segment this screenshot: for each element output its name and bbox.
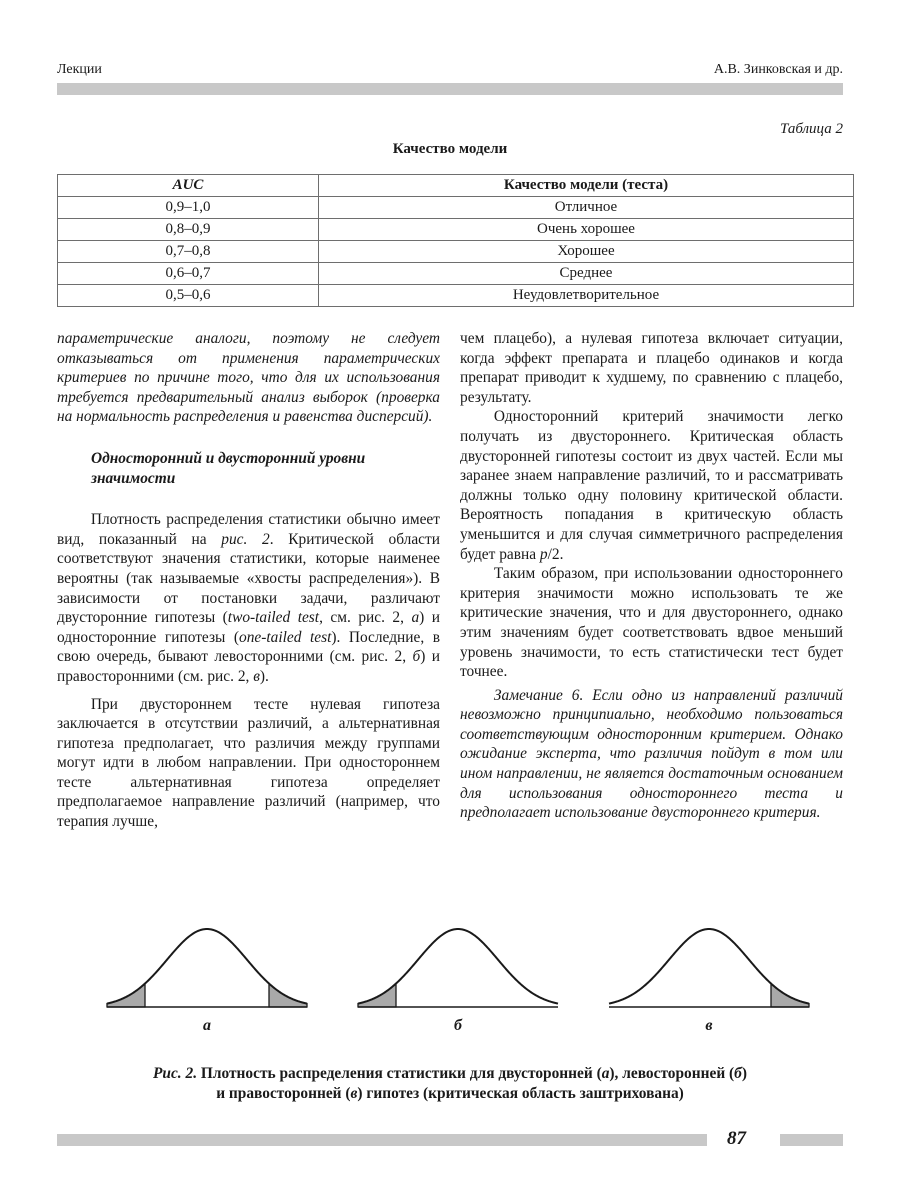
table-row	[58, 263, 854, 285]
caption-text: ) гипотез (критическая область заштрихована)	[357, 1085, 684, 1102]
figure-caption	[60, 1064, 840, 1104]
caption-lead: Рис. 2.	[153, 1065, 198, 1082]
table-header-row	[58, 175, 854, 197]
term-en: two-tailed test	[227, 609, 320, 627]
footer-rule-left	[57, 1134, 707, 1146]
caption-text: и правосторонней (	[216, 1085, 351, 1102]
text-run: ). Последние, в свою очередь, бывают левосторонними (см. рис. 2,	[57, 628, 440, 666]
table-cell-auc: 0,5–0,6	[58, 285, 319, 307]
table-header-quality: Качество модели (теста)	[319, 175, 854, 197]
caption-line-1	[60, 1064, 840, 1084]
caption-text: )	[741, 1065, 747, 1082]
table-cell-auc: 0,9–1,0	[58, 197, 319, 219]
caption-panel-ref: в	[350, 1085, 358, 1102]
text-run: /2.	[547, 545, 564, 563]
panel-ref: б	[412, 648, 421, 666]
caption-panel-ref: а	[601, 1065, 610, 1082]
panel-label-c: в	[705, 1017, 713, 1034]
paragraph-density	[57, 510, 440, 686]
paragraph-one-sided	[460, 407, 843, 564]
density-panel-3	[609, 929, 809, 1007]
caption-text: Плотность распределения статистики для двусторонней (	[197, 1065, 602, 1082]
text-run: . Критической области соответствуют значения статистики, которые наименее вероятны (так называемые «хвосты распределения»). В зависимости от постановки задачи, различают двусторонние гипотезы (	[57, 530, 440, 627]
text-run: ) и односторонние гипотезы (	[57, 609, 441, 646]
table-row	[58, 197, 854, 219]
section-heading: Односторонний и двусторонний уровни значимости	[91, 449, 366, 487]
table-cell-auc: 0,7–0,8	[58, 241, 319, 263]
paragraph-conclusion: Таким образом, при использовании одностороннего критерия значимости можно использовать те же критические значения, что и для двустороннего, однако этим значениям будет соответствовать вдвое меньший уровень значимости, то есть статистически тест будет точнее.	[460, 565, 843, 681]
header-rule	[57, 83, 843, 95]
shaded-left-tail	[358, 984, 396, 1007]
text-run: Плотность распределения статистики обычно имеет вид, показанный на	[57, 511, 440, 548]
auc-quality-table	[57, 174, 854, 307]
panel-label-b: б	[454, 1017, 462, 1034]
density-panel-1	[107, 929, 307, 1007]
caption-panel-ref: б	[734, 1065, 742, 1082]
table-header-auc: AUC	[58, 175, 319, 197]
table-cell-quality: Очень хорошее	[319, 219, 854, 241]
table-row	[58, 219, 854, 241]
panel-label-a: а	[203, 1017, 211, 1034]
note-paragraph: Замечание 6. Если одно из направлений различий невозможно принципиально, необходимо пользоваться соответствующим односторонним критерием. Однако ожидание эксперта, что различия пойдут в том или ином направлении, не является достаточным основанием для использования одностороннего теста и предполагает использование двустороннего критерия.	[460, 686, 843, 822]
symbol-p: p	[539, 545, 548, 563]
table-row	[58, 285, 854, 307]
table-cell-quality: Отличное	[319, 197, 854, 219]
table-cell-quality: Хорошее	[319, 241, 854, 263]
caption-line-2	[60, 1084, 840, 1104]
running-header-right: А.В. Зинковская и др.	[713, 62, 843, 77]
right-column	[460, 329, 843, 823]
table-cell-quality: Среднее	[319, 263, 854, 285]
paragraph-continuation: чем плацебо), а нулевая гипотеза включает ситуации, когда эффект препарата и плацебо одинаков и когда препарат приводит к худшему, по сравнению с плацебо, результату.	[460, 330, 843, 406]
intro-paragraph: параметрические аналоги, поэтому не следует отказываться от применения параметрических критериев по причине того, что для их использования требуется предварительный анализ выборок (проверка на нормальность распределения и равенства дисперсий).	[57, 330, 440, 426]
footer-rule-right	[780, 1134, 843, 1146]
paragraph-two-sided: При двустороннем тесте нулевая гипотеза заключается в отсутствии различий, а альтернативная гипотеза предполагает, что различия между группами могут идти в любом направлении. При одностороннем тесте альтернативная гипотеза определяет предполагаемое направление различий (например, что терапия лучше,	[57, 695, 440, 831]
table-row	[58, 241, 854, 263]
shaded-right-tail	[771, 984, 809, 1007]
text-run: Односторонний критерий значимости легко получать из двустороннего. Критическая область двусторонней гипотезы состоит из двух частей. Если мы заранее знаем направление различий, то и рассматривать должны только одну половину критической области. Вероятность попадания в критическую область уменьшится и для случая симметричного распределения будет равна	[460, 408, 843, 563]
panel-ref: а	[411, 609, 420, 627]
shaded-left-tail	[107, 984, 145, 1007]
page-number: 87	[727, 1128, 746, 1149]
term-en: one-tailed test	[239, 628, 332, 646]
figure-reference: рис. 2	[221, 530, 270, 548]
text-run: ).	[259, 667, 269, 685]
table-cell-auc: 0,8–0,9	[58, 219, 319, 241]
density-figure	[95, 915, 815, 1020]
shaded-right-tail	[269, 984, 307, 1007]
caption-text: ), левосторонней (	[609, 1065, 735, 1082]
panel-ref: в	[253, 667, 260, 685]
table-cell-quality: Неудовлетворительное	[319, 285, 854, 307]
left-column	[57, 329, 440, 832]
table-title: Качество модели	[392, 141, 508, 157]
text-run: ) и правосторонними (см. рис. 2,	[57, 648, 440, 685]
density-panel-2	[358, 929, 558, 1007]
table-cell-auc: 0,6–0,7	[58, 263, 319, 285]
running-header-left: Лекции	[57, 62, 102, 77]
table-number: Таблица 2	[780, 121, 843, 137]
text-run: , см. рис. 2,	[319, 609, 412, 627]
